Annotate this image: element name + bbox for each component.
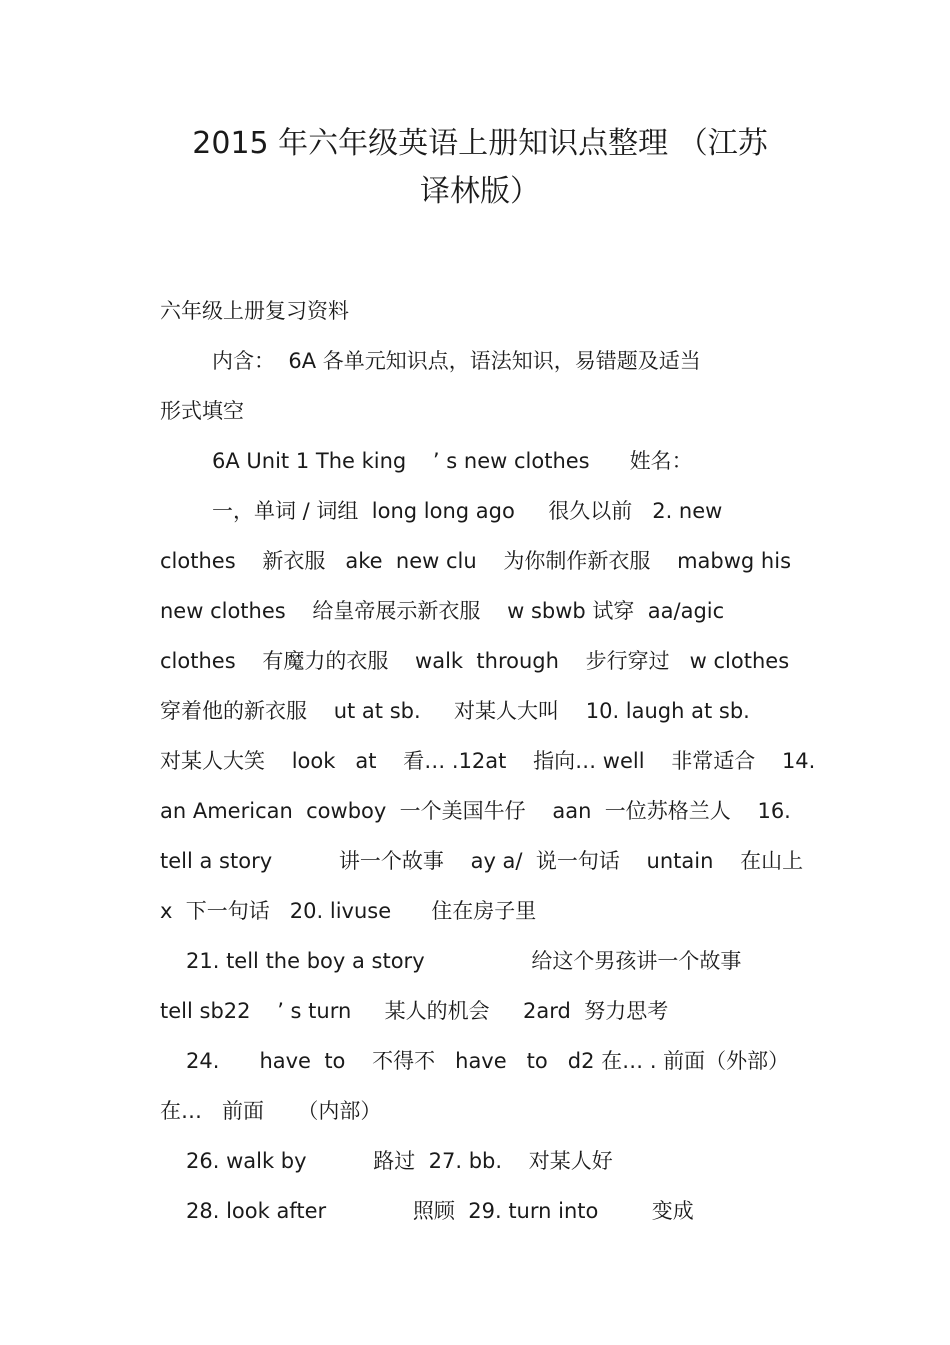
document-title-line-1: 2015 年六年级英语上册知识点整理 （江苏 — [192, 126, 768, 161]
vocab-line: 对某人大笑 look at 看… .12at 指向… well 非常适合 14. — [160, 749, 816, 773]
content-summary: 内含： 6A 各单元知识点，语法知识，易错题及适当 — [212, 349, 701, 373]
vocab-line: x 下一句话 20. livuse 住在房子里 — [160, 899, 537, 923]
vocab-line: 穿着他的新衣服 ut at sb. 对某人大叫 10. laugh at sb. — [160, 699, 750, 723]
document-title-line-2: 译林版） — [420, 174, 540, 209]
vocab-line: 21. tell the boy a story 给这个男孩讲一个故事 — [186, 949, 742, 973]
section-heading: 六年级上册复习资料 — [160, 299, 349, 323]
unit-heading: 6A Unit 1 The king ’ s new clothes 姓名： — [212, 449, 693, 473]
vocab-line: 一，单词 / 词组 long long ago 很久以前 2. new — [212, 499, 723, 523]
vocab-line: new clothes 给皇帝展示新衣服 w sbwb 试穿 aa/agic — [160, 599, 725, 623]
vocab-line: an American cowboy 一个美国牛仔 aan 一位苏格兰人 16. — [160, 799, 791, 823]
vocab-line: clothes 新衣服 ake new clu 为你制作新衣服 mabwg his — [160, 549, 792, 573]
vocab-line: 24. have to 不得不 have to d2 在… . 前面（外部） — [186, 1049, 790, 1073]
vocab-line: tell a story 讲一个故事 ay a/ 说一句话 untain 在山上 — [160, 849, 804, 873]
vocab-line: 在… 前面 （内部） — [160, 1099, 382, 1123]
vocab-line: 26. walk by 路过 27. bb. 对某人好 — [186, 1149, 613, 1173]
vocab-line: tell sb22 ’ s turn 某人的机会 2ard 努力思考 — [160, 999, 669, 1023]
content-summary-cont: 形式填空 — [160, 399, 244, 423]
vocab-line: clothes 有魔力的衣服 walk through 步行穿过 w clothes — [160, 649, 790, 673]
vocab-line: 28. look after 照顾 29. turn into 变成 — [186, 1199, 694, 1223]
